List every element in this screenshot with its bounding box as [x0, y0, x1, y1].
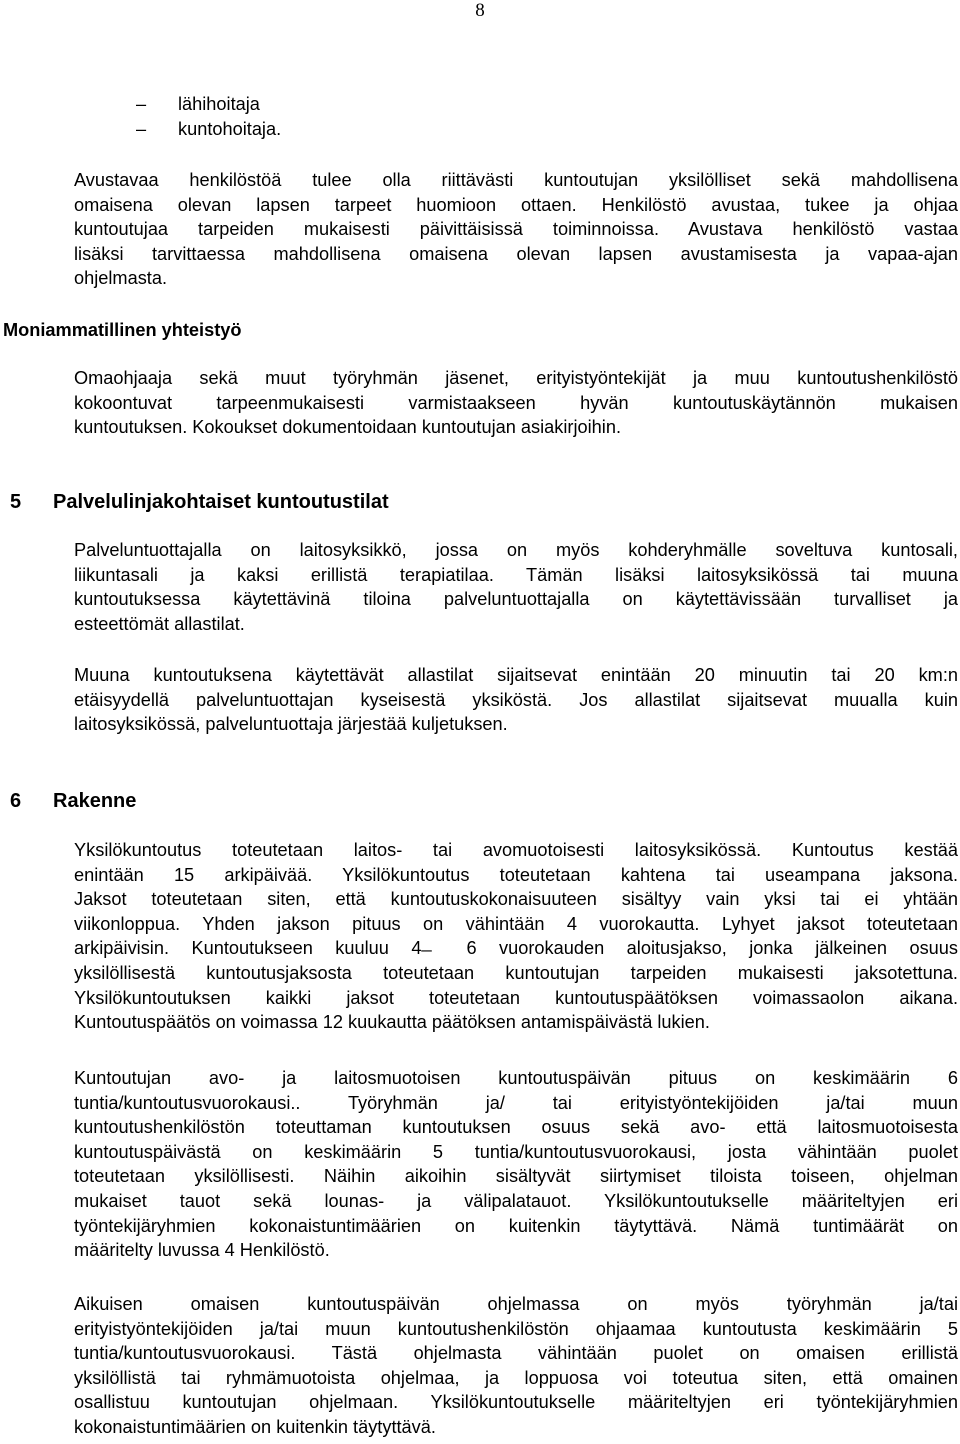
list-item-dash: –: [136, 94, 147, 114]
text-line: lisäksi tarvittaessa mahdollisena omaisena olevan lapsen avustamisesta ja vapaa-ajan: [74, 243, 958, 264]
section-title: Palvelulinjakohtaiset kuntoutustilat: [53, 491, 389, 513]
text-line: Aikuisen omaisen kuntoutuspäivän ohjelmassa on myös työryhmän ja/tai: [74, 1294, 958, 1314]
text-line: erityistyöntekijöiden ja/tai muun kuntoutushenkilöstön ohjaamaa kuntoutusta keskimäärin 5: [74, 1318, 958, 1339]
text-line: Kuntoutuspäätös on voimassa 12 kuukautta päätöksen antamispäivästä lukien.: [74, 1012, 710, 1033]
text-line: enintään 15 arkipäivää. Yksilökuntoutus toteutetaan kahtena tai useampana jaksona.: [74, 864, 958, 885]
text-line: Jaksot toteutetaan siten, että kuntoutuskokonaisuuteen sisältyy vain yksi tai ei yhtään: [74, 889, 958, 910]
text-line: Omaohjaaja sekä muut työryhmän jäsenet, erityistyöntekijät ja muu kuntoutushenkilöstö: [74, 368, 958, 388]
text-line: Yksilökuntoutus toteutetaan laitos- tai avomuotoisesti laitosyksikössä. Kuntoutus kestää: [74, 840, 958, 860]
text-line: viikonloppua. Yhden jakson pituus on vähintään 4 vuorokautta. Lyhyet jaksot toteutetaan: [74, 913, 958, 934]
text-line: Kuntoutujan avo- ja laitosmuotoisen kuntoutuspäivän pituus on keskimäärin 6: [74, 1068, 958, 1088]
text-line: työntekijäryhmien kokonaistuntimäärien on kuitenkin täytyttävä. Nämä tuntimäärät on: [74, 1215, 958, 1236]
text-line: yksilöllisestä kuntoutusjaksosta toteutetaan kuntoutujan tarpeiden mukaisesti jaksotettuna.: [74, 963, 958, 983]
text-line: tuntia/kuntoutusvuorokausi.. Työryhmän ja/ tai erityistyöntekijöiden ja/tai muun: [74, 1092, 958, 1113]
text-line: kokonaistuntimäärien on kuitenkin täytyttävä.: [74, 1417, 436, 1437]
text-line: omaisena olevan lapsen tarpeet huomioon ottaen. Henkilöstö avustaa, tukee ja ohjaa: [74, 194, 958, 215]
text-line: Muuna kuntoutuksena käytettävät allastilat sijaitsevat enintään 20 minuutin tai 20 km:n: [74, 665, 958, 685]
text-line: yksilöllistä tai ryhmämuotoista ohjelmaa, ja loppuosa voi toteutua siten, että omainen: [74, 1367, 958, 1388]
list-item: kuntohoitaja.: [178, 119, 282, 139]
text-line: laitosyksikössä, palveluntuottaja järjestää kuljetuksen.: [74, 714, 508, 735]
text-line: kuntoutujaa tarpeiden mukaisesti päivittäisissä toiminnoissa. Avustava henkilöstö vastaa: [74, 219, 958, 240]
text-line: etäisyydellä palveluntuottajan kyseisestä yksiköstä. Jos allastilat sijaitsevat muualla kuin: [74, 689, 958, 710]
text-line: liikuntasali ja kaksi erillistä terapiatilaa. Tämän lisäksi laitosyksikössä tai muuna: [74, 564, 958, 585]
text-line: kuntoutuksessa käytettävinä tiloina palveluntuottajalla on käytettävissään turvalliset ja: [74, 589, 958, 610]
section-number: 6: [10, 790, 22, 812]
text-line: esteettömät allastilat.: [74, 613, 245, 634]
text-line: Avustavaa henkilöstöä tulee olla riittävästi kuntoutujan yksilölliset sekä mahdollisena: [74, 170, 958, 190]
text-line: tuntia/kuntoutusvuorokausi. Tästä ohjelmasta vähintään puolet on omaisen erillistä: [74, 1343, 958, 1364]
text-line: toteutetaan yksilöllisesti. Näihin aikoihin sisältyvät siirtymiset tiloista toiseen, ohjelman: [74, 1166, 958, 1187]
text-line: kuntoutuksen. Kokoukset dokumentoidaan kuntoutujan asiakirjoihin.: [74, 417, 621, 438]
text-line: mukaiset tauot sekä lounas- ja välipalatauot. Yksilökuntoutukselle määriteltyjen eri: [74, 1191, 958, 1211]
text-line: kokoontuvat tarpeenmukaisesti varmistaakseen hyvän kuntoutuskäytännön mukaisen: [74, 392, 958, 413]
text-line: kuntoutushenkilöstön toteuttaman kuntoutuksen osuus sekä avo- että laitosmuotoisesta: [74, 1117, 958, 1138]
text-line: määritelty luvussa 4 Henkilöstö.: [74, 1240, 330, 1261]
text-line: osallistuu kuntoutujan ohjelmaan. Yksilökuntoutukselle määriteltyjen eri työntekijäryhmien: [74, 1392, 958, 1413]
list-item-dash: –: [136, 119, 147, 139]
text-line: arkipäivisin. Kuntoutukseen kuuluu 4 ̶ 6 vuorokauden aloitusjakso, jonka jälkeinen osuus: [74, 938, 958, 959]
text-line: Yksilökuntoutuksen kaikki jaksot toteutetaan kuntoutuspäätöksen voimassaolon aikana.: [74, 987, 958, 1008]
subheading-moniammatillinen: Moniammatillinen yhteistyö: [3, 320, 242, 340]
text-line: kuntoutuspäivästä on keskimäärin 5 tuntia/kuntoutusvuorokausi, josta vähintään puolet: [74, 1141, 958, 1162]
page-number: 8: [475, 0, 485, 21]
list-item: lähihoitaja: [178, 94, 260, 114]
text-line: Palveluntuottajalla on laitosyksikkö, jossa on myös kohderyhmälle soveltuva kuntosali,: [74, 540, 958, 560]
text-line: ohjelmasta.: [74, 268, 168, 289]
section-number: 5: [10, 491, 22, 513]
section-title: Rakenne: [53, 790, 137, 812]
